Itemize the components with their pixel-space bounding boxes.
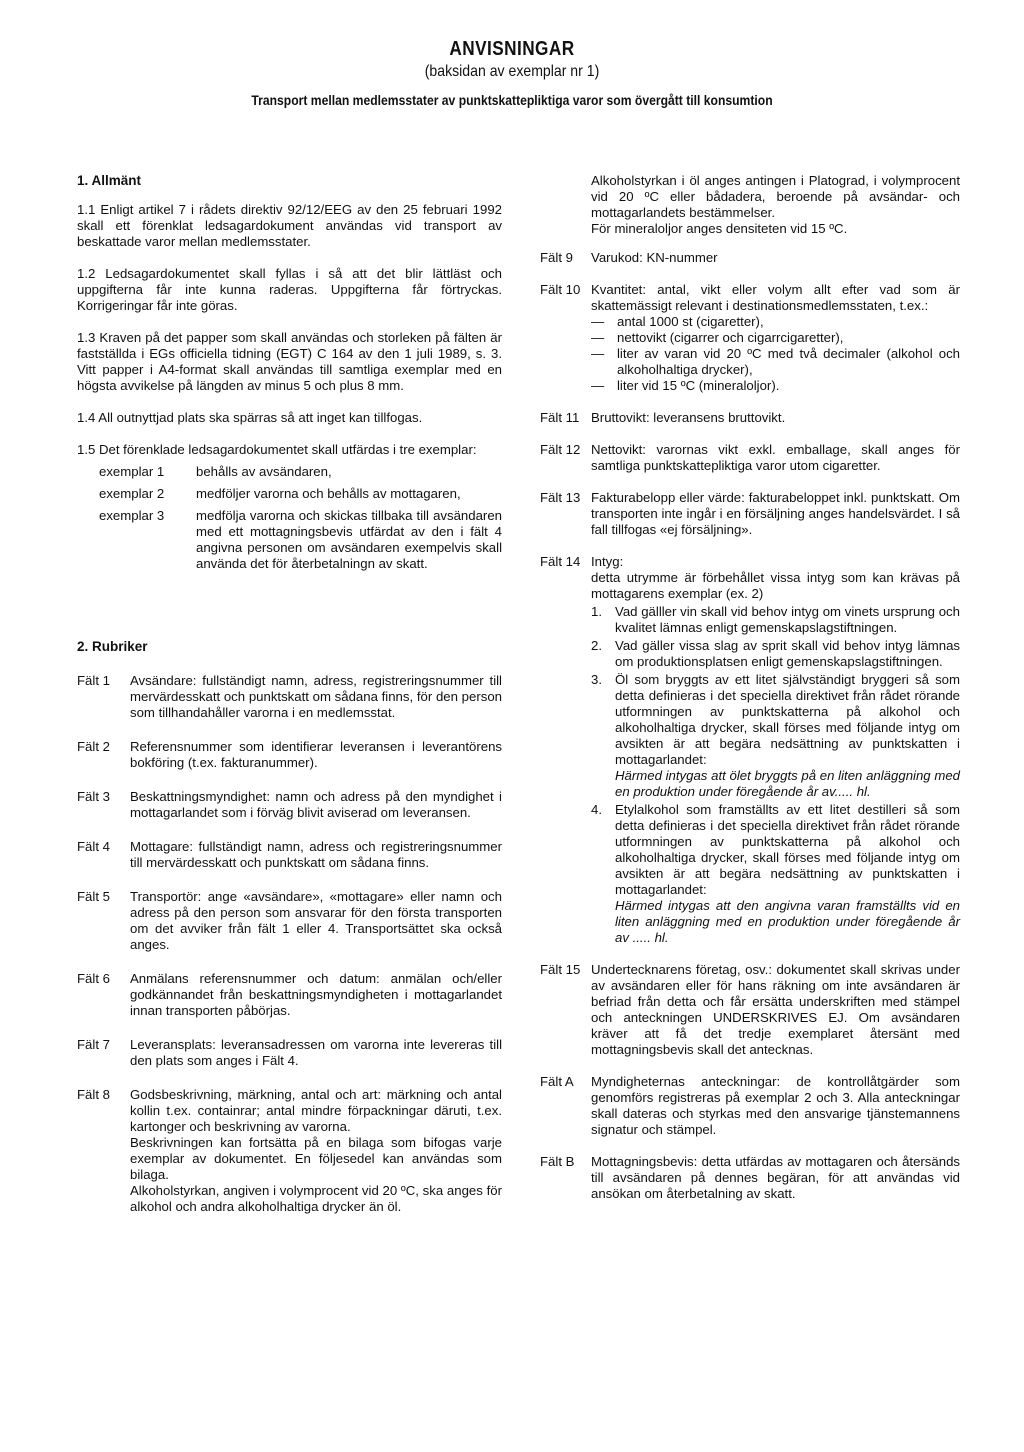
field-text: Bruttovikt: leveransens bruttovikt. <box>591 410 786 425</box>
field-text: Mottagare: fullständigt namn, adress och registreringsnummer till mervärdesskatt och punktskatt om sådana finns. <box>130 839 502 870</box>
field-description-falt-4 <box>77 839 502 871</box>
copy-text: medfölja varorna och skickas tillbaka till avsändaren med ett mottagningsbevis utfärdat av den i fält 4 angivna personen om avsändaren exempelvis skall använda det för återbetalningn av skatt. <box>196 508 502 571</box>
field-description-falt-2 <box>77 739 502 771</box>
field-label: Fält 12 <box>540 442 581 457</box>
item-certificate-text: Härmed intygas att den angivna varan framställts vid en liten anläggning med en produktion under föregående år av ..... hl. <box>615 898 960 945</box>
field-description-falt-14 <box>540 554 960 946</box>
field-label: Fält 15 <box>540 962 581 977</box>
copy-text: medföljer varorna och behålls av mottagaren, <box>196 486 461 501</box>
dash-marker: — <box>591 378 605 393</box>
field-description-falt-3 <box>77 789 502 821</box>
list-item-text: nettovikt (cigarrer och cigarrcigaretter), <box>617 330 844 345</box>
left-column <box>77 173 502 1215</box>
field-label: Fält 11 <box>540 410 580 425</box>
field-text: Transportör: ange «avsändare», «mottagare» eller namn och adress på den person som ansvarar för den första transporten om det avviker från fält 1 eller 4. Transportsättet ska också anges. <box>130 889 502 952</box>
alcohol-note-block <box>540 173 960 237</box>
field-description-falt-9 <box>540 250 960 266</box>
field-description-falt-6 <box>77 971 502 1019</box>
dash-marker: — <box>591 346 605 361</box>
copy-item <box>77 508 502 572</box>
field-text: Beskattningsmyndighet: namn och adress på den myndighet i mottagarlandet som i förväg blivit aviserad om leveransen. <box>130 789 502 820</box>
field-text-line: Godsbeskrivning, märkning, antal och art: märkning och antal kollin t.ex. containrar; antal mindre förpackningar däruti, t.ex. kartonger och beskrivning av varorna. <box>130 1087 502 1134</box>
numbered-item <box>591 672 960 800</box>
item-number: 2. <box>591 638 602 653</box>
paragraph-1-4: 1.4 All outnyttjad plats ska spärras så att inget kan tillfogas. <box>77 410 423 425</box>
numbered-item <box>591 802 960 946</box>
field-description-falt-b <box>540 1154 960 1202</box>
field-title: Intyg: <box>591 554 624 569</box>
paragraph-1-5: 1.5 Det förenklade ledsagardokumentet skall utfärdas i tre exemplar: <box>77 442 477 457</box>
field-label: Fält 13 <box>540 490 581 505</box>
field-text: Nettovikt: varornas vikt exkl. emballage, skall anges för samtliga punktskattepliktiga varor utom cigaretter. <box>591 442 960 473</box>
field-description-falt-13 <box>540 490 960 538</box>
numbered-item <box>591 638 960 670</box>
item-text: Vad gäller vissa slag av sprit skall vid behov intyg lämnas om produktionsplatsen enligt gemenskapslagstiftningen. <box>615 638 960 669</box>
item-number: 4. <box>591 802 602 817</box>
copy-label: exemplar 1 <box>99 464 165 479</box>
alcohol-note: Alkoholstyrkan i öl anges antingen i Platograd, i volymprocent vid 20 ºC eller bådadera, beroende på avsändar- och mottagarlandets bestämmelser. <box>591 173 960 220</box>
list-item-text: liter av varan vid 20 ºC med två decimaler (alkohol och alkoholhaltiga drycker), <box>617 346 960 377</box>
field-description-falt-15 <box>540 962 960 1058</box>
copy-text: behålls av avsändaren, <box>196 464 332 479</box>
field-text: Varukod: KN-nummer <box>591 250 718 265</box>
item-text: Etylalkohol som framställts av ett litet destilleri så som detta definieras i det speciella direktivet från rådet rörande utformningen av punktskatterna på alkohol och alkoholhaltiga drycker, skall förses med följande intyg om avsikten är att begära nedsättning av punktskatten i mottagarlandet: <box>615 802 960 897</box>
field-text: Referensnummer som identifierar leveransen i leverantörens bokföring (t.ex. fakturanummer). <box>130 739 502 770</box>
list-item-text: antal 1000 st (cigaretter), <box>617 314 764 329</box>
field-text-line: Alkoholstyrkan, angiven i volymprocent vid 20 ºC, ska anges för alkohol och andra alkoholhaltiga drycker än öl. <box>130 1183 502 1214</box>
list-item <box>591 330 960 346</box>
field-text: Leveransplats: leveransadressen om varorna inte levereras till den plats som anges i Fält 4. <box>130 1037 502 1068</box>
item-number: 1. <box>591 604 602 619</box>
field-description-falt-1 <box>77 673 502 721</box>
item-number: 3. <box>591 672 602 687</box>
numbered-item <box>591 604 960 636</box>
field-description-falt-11 <box>540 410 960 426</box>
field-label: Fält 10 <box>540 282 581 297</box>
paragraph-1-2: 1.2 Ledsagardokumentet skall fyllas i så att det blir lättläst och uppgifterna får inte kunna raderas. Uppgifterna får förtryckas. Korrigeringar får inte göras. <box>77 266 502 313</box>
field-text: Mottagningsbevis: detta utfärdas av mottagaren och återsänds till avsändaren på dennes begäran, för att användas vid ansökan om återbetalning av skatt. <box>591 1154 960 1201</box>
field-label: Fält A <box>540 1074 574 1089</box>
item-text: Vad gälller vin skall vid behov intyg om vinets ursprung och kvalitet lämnas enligt gemenskapslagstiftningen. <box>615 604 960 635</box>
field-text: Undertecknarens företag, osv.: dokumentet skall skrivas under av avsändaren eller för hans räkning om inte avsändaren är befriad från detta och får ersätta underskriften med stämpel och anteckningen UNDERSKRIVES EJ. Om avsändaren kräver att få det tredje exemplaret återsänt med mottagningsbevis skall det antecknas. <box>591 962 960 1057</box>
list-item <box>591 346 960 378</box>
copy-item <box>77 486 502 502</box>
list-item <box>591 314 960 330</box>
dash-marker: — <box>591 314 605 329</box>
item-text: Öl som bryggts av ett litet självständigt bryggeri så som detta definieras i det speciella direktivet från rådet rörande utformningen av punktskatterna på alkohol och alkoholhaltiga drycker, skall förses med följande intyg om avsikten är att begära nedsättning av punktskatten i mottagarlandet: <box>615 672 960 767</box>
field-description-falt-10 <box>540 282 960 394</box>
field-text: Myndigheternas anteckningar: de kontrollåtgärder som genomförs registreras på exemplar 2 och 3. Alla anteckningar skall dateras och styrkas med den ansvarige tjänstemannens signatur och stämpel. <box>591 1074 960 1137</box>
field-label: Fält B <box>540 1154 575 1169</box>
page-title: ANVISNINGAR <box>449 38 575 60</box>
field-description-falt-8 <box>77 1087 502 1215</box>
field-label: Fält 9 <box>540 250 573 265</box>
field-description-falt-5 <box>77 889 502 953</box>
field-text: Fakturabelopp eller värde: fakturabeloppet inkl. punktskatt. Om transporten inte ingår i en försäljning anges handelsvärdet. I så fall tillfogas «ej försäljning». <box>591 490 960 537</box>
field-description-falt-a <box>540 1074 960 1138</box>
field-label: Fält 8 <box>77 1087 110 1102</box>
field-label: Fält 7 <box>77 1037 110 1052</box>
section-heading-rubriker: 2. Rubriker <box>77 639 148 654</box>
field-text-line: Beskrivningen kan fortsätta på en bilaga som bifogas varje exemplar av dokumentet. En följesedel kan användas som bilaga. <box>130 1135 502 1182</box>
page-description: Transport mellan medlemsstater av punktskattepliktiga varor som övergått till konsumtion <box>251 93 773 108</box>
field-text-group <box>130 1087 502 1215</box>
list-item <box>591 378 960 394</box>
field-label: Fält 1 <box>77 673 110 688</box>
item-body <box>615 672 960 800</box>
item-body <box>615 802 960 946</box>
paragraph-1-1: 1.1 Enligt artikel 7 i rådets direktiv 92/12/EEG av den 25 februari 1992 skall ett förenklat ledsagardokument användas vid transport av beskattade varor mellan medlemsstater. <box>77 202 502 249</box>
field-label: Fält 3 <box>77 789 110 804</box>
field-text: Kvantitet: antal, vikt eller volym allt efter vad som är skattemässigt relevant i destinationsmedlemsstaten, t.ex.: <box>591 282 960 313</box>
field-label: Fält 5 <box>77 889 110 904</box>
copy-label: exemplar 3 <box>99 508 165 523</box>
mineral-oil-note: För mineraloljor anges densiteten vid 15 ºC. <box>591 221 848 236</box>
field-text: Anmälans referensnummer och datum: anmälan och/eller godkännandet från beskattningsmyndigheten i mottagarlandet innan transporten påbörjas. <box>130 971 502 1018</box>
item-certificate-text: Härmed intygas att ölet bryggts på en liten anläggning med en produktion under föregående år av..... hl. <box>615 768 960 799</box>
field-text-group <box>591 554 960 946</box>
field-description-falt-7 <box>77 1037 502 1069</box>
field-text: detta utrymme är förbehållet vissa intyg som kan krävas på mottagarens exemplar (ex. 2) <box>591 570 960 601</box>
field-label: Fält 6 <box>77 971 110 986</box>
field-description-falt-12 <box>540 442 960 474</box>
dash-marker: — <box>591 330 605 345</box>
field-label: Fält 14 <box>540 554 581 569</box>
field-text: Avsändare: fullständigt namn, adress, registreringsnummer till mervärdesskatt och punktskatt om sådana finns, för den person som tillhandahåller varorna i en medlemsstat. <box>130 673 502 720</box>
field-text-group <box>591 282 960 394</box>
section-heading-allmant: 1. Allmänt <box>77 173 142 188</box>
copy-item <box>77 464 502 480</box>
field-label: Fält 2 <box>77 739 110 754</box>
paragraph-1-3: 1.3 Kraven på det papper som skall användas och storleken på fälten är fastställda i EGs officiella tidning (EGT) C 164 av den 1 juli 1989, s. 3. Vitt papper i A4-format skall användas till samtliga exemplar med en högsta avvikelse på längden av minus 5 och plus 8 mm. <box>77 330 502 393</box>
right-column <box>540 173 960 1202</box>
field-label: Fält 4 <box>77 839 110 854</box>
page-subtitle: (baksidan av exemplar nr 1) <box>424 63 600 80</box>
copy-label: exemplar 2 <box>99 486 165 501</box>
list-item-text: liter vid 15 ºC (mineraloljor). <box>617 378 780 393</box>
